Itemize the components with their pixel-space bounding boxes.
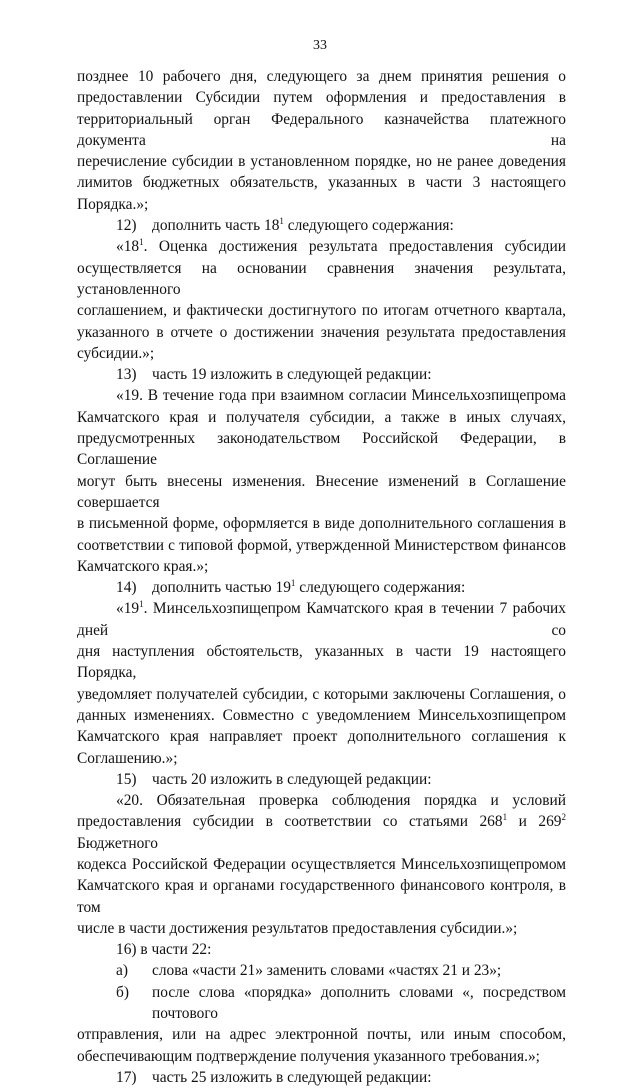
text-line: соглашением, и фактически достигнутого по итогам отчетного квартала,: [77, 302, 566, 320]
text-line: предоставлении Субсидии путем оформления и предоставления в: [77, 89, 566, 107]
text-line: в письменной форме, оформляется в виде дополнительного соглашения в: [77, 515, 566, 533]
text-run: . Оценка достижения результата предоставления субсидии: [143, 238, 566, 256]
superscript: 1: [279, 216, 284, 227]
text-line: кодекса Российской Федерации осуществляется Минсельхозпищепромом: [77, 855, 566, 873]
text-line: дня наступления обстоятельств, указанных в части 19 настоящего Порядка,: [77, 643, 566, 682]
list-item-text: [152, 364, 566, 385]
text-line: обеспечивающим подтверждение получения указанного требования.»;: [77, 1047, 540, 1065]
text-line: [77, 598, 566, 641]
text-run: Бюджетного: [77, 834, 158, 852]
text-line: Камчатского края и органами государственного финансового контроля, в том: [77, 877, 566, 916]
text-run: дополнить часть 18: [152, 217, 280, 235]
text-line: субсидии.»;: [77, 344, 155, 362]
text-run: часть 25 изложить в следующей редакции:: [152, 1068, 432, 1086]
text-run: «18: [116, 238, 140, 256]
text-line: числе в части достижения результатов предоставления субсидии.»;: [77, 919, 518, 937]
text-line: [77, 811, 566, 854]
text-run: часть 20 изложить в следующей редакции:: [152, 770, 432, 788]
text-line: [77, 236, 566, 257]
text-line: данных изменениях. Совместно с уведомлением Минсельхозпищепром: [77, 706, 566, 724]
list-item: [77, 769, 566, 790]
text-line: позднее 10 рабочего дня, следующего за днем принятия решения о: [77, 68, 566, 85]
text-run: «19: [116, 600, 140, 618]
text-run: . Минсельхозпищепром Камчатского края в течении 7 рабочих дней со: [77, 600, 566, 639]
list-item-number: 14): [116, 579, 137, 597]
text-line: отправления, или на адрес электронной почты, или иным способом,: [77, 1026, 566, 1044]
superscript: 2: [561, 812, 566, 823]
text-line: уведомляет получателей субсидии, с которыми заключены Соглашения, о: [77, 685, 566, 703]
text-line: «19. В течение года при взаимном согласии Минсельхозпищепрома: [116, 387, 566, 405]
text-line: осуществляется на основании сравнения значения результата, установленного: [77, 259, 566, 298]
list-item-text: [152, 1067, 566, 1088]
list-item: [77, 1067, 566, 1088]
text-run: дополнить частью 19: [152, 579, 291, 597]
list-item-text: [152, 769, 566, 790]
superscript: 1: [290, 578, 296, 589]
text-line: соответствии с типовой формой, утвержденной Министерством финансов: [77, 536, 566, 554]
page-number: 33: [313, 38, 327, 53]
list-item-text: [152, 960, 566, 981]
list-item-number: б): [116, 983, 129, 1001]
list-item-number: 17): [116, 1068, 137, 1086]
list-item-number: 15): [116, 770, 137, 788]
list-item: [77, 215, 566, 236]
text-line: Соглашению.»;: [77, 749, 178, 767]
list-item: [77, 577, 566, 598]
text-line: «20. Обязательная проверка соблюдения порядка и условий: [116, 792, 566, 810]
text-run: слова «части 21» заменить словами «частях 21 и 23»;: [152, 962, 502, 980]
text-line: территориальный орган Федерального казначейства платежного документа на: [77, 110, 566, 149]
list-item: [77, 960, 566, 981]
text-line: указанного в отчете о достижении значения результата предоставления: [77, 323, 566, 341]
text-run: часть 19 изложить в следующей редакции:: [152, 366, 432, 384]
list-item-text: [152, 577, 566, 598]
list-item-number: 12): [116, 217, 137, 235]
superscript: 1: [502, 812, 508, 823]
text-run: следующего содержания:: [295, 579, 466, 597]
text-line: Камчатского края.»;: [77, 557, 209, 575]
superscript: 1: [139, 237, 144, 248]
list-item-text: [152, 982, 566, 1025]
text-line: 16) в части 22:: [116, 941, 212, 959]
list-item-number: а): [116, 962, 128, 980]
list-item-number: 13): [116, 366, 137, 384]
text-run: предоставления субсидии в соответствии со статьями 268: [77, 813, 503, 831]
document-body: [77, 66, 566, 1088]
text-line: Камчатского края и получателя субсидии, а также в иных случаях,: [77, 408, 566, 426]
text-line: Камчатского края направляет проект дополнительного соглашения к: [77, 728, 566, 746]
text-run: следующего содержания:: [283, 217, 454, 235]
list-item: [77, 982, 566, 1025]
list-item: [77, 364, 566, 385]
text-line: лимитов бюджетных обязательств, указанных в части 3 настоящего Порядка.»;: [77, 174, 566, 213]
text-line: могут быть внесены изменения. Внесение изменений в Соглашение совершается: [77, 472, 566, 511]
text-line: предусмотренных законодательством Российской Федерации, в Соглашение: [77, 430, 566, 469]
text-line: перечисление субсидии в установленном порядке, но не ранее доведения: [77, 153, 566, 171]
text-run: после слова «порядка» дополнить словами «, посредством почтового: [152, 983, 566, 1023]
text-run: и 269: [507, 813, 562, 831]
list-item-text: [152, 215, 566, 236]
superscript: 1: [139, 599, 144, 610]
